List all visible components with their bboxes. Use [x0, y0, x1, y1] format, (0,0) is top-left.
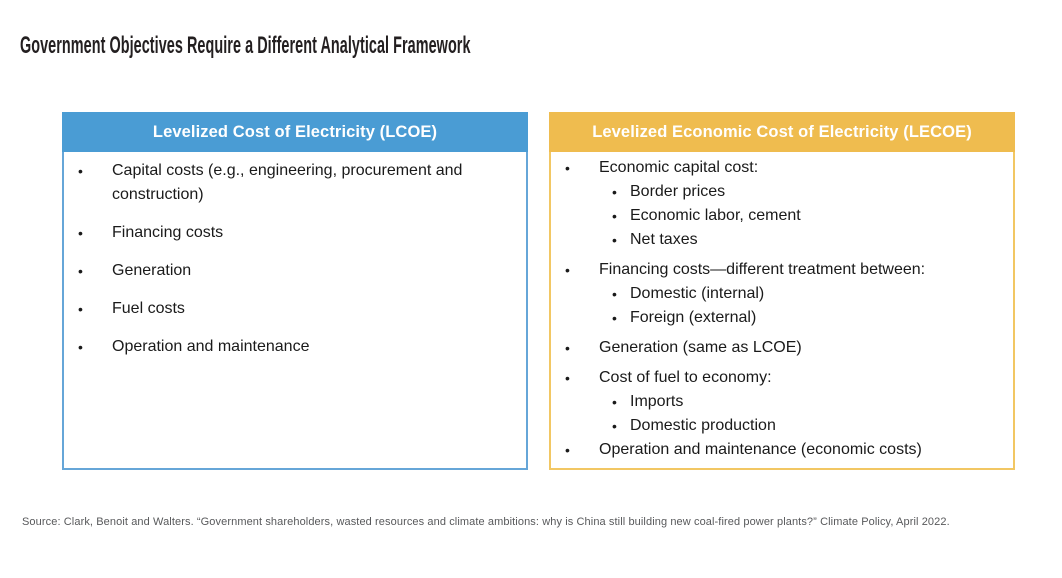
bullet-icon: • [78, 163, 83, 179]
bullet-icon: • [565, 340, 570, 356]
bullet-icon: • [78, 339, 83, 355]
bullet-icon: • [612, 310, 617, 326]
bullet-icon: • [565, 370, 570, 386]
lecoe-panel-header: Levelized Economic Cost of Electricity (LECOE) [549, 112, 1015, 152]
list-group [565, 438, 1003, 462]
list-item [565, 156, 1003, 180]
bullet-icon: • [565, 262, 570, 278]
lcoe-bullet-list [64, 152, 526, 359]
bullet-icon: • [612, 418, 617, 434]
list-item-text: Generation (same as LCOE) [599, 339, 802, 356]
list-item-text: Operation and maintenance (economic costs) [599, 441, 922, 458]
lecoe-bullet-list [551, 152, 1013, 462]
page-title: Government Objectives Require a Different Analytical Framework [20, 32, 471, 59]
sub-list-item [565, 306, 1003, 330]
comparison-panels [62, 112, 1015, 470]
bullet-icon: • [612, 394, 617, 410]
list-item-text: Operation and maintenance [112, 338, 310, 355]
list-item [565, 366, 1003, 390]
sub-list-item [565, 204, 1003, 228]
list-item-text: Net taxes [630, 231, 698, 248]
list-item-text: Foreign (external) [630, 309, 757, 326]
bullet-icon: • [612, 208, 617, 224]
list-item-text: Financing costs [112, 224, 224, 241]
list-item-text: Capital costs (e.g., engineering, procurement and construction) [112, 162, 463, 203]
list-item [78, 335, 516, 359]
list-item-text: Economic labor, cement [630, 207, 801, 224]
list-item-text: Domestic (internal) [630, 285, 765, 302]
list-item [78, 297, 516, 321]
sub-list-item [565, 228, 1003, 252]
list-item-text: Generation [112, 262, 192, 279]
bullet-icon: • [565, 442, 570, 458]
list-item-text: Domestic production [630, 417, 776, 434]
sub-list-item [565, 414, 1003, 438]
list-item-text: Economic capital cost: [599, 159, 759, 176]
bullet-icon: • [612, 286, 617, 302]
sub-list-item [565, 180, 1003, 204]
list-item [78, 259, 516, 283]
bullet-icon: • [612, 184, 617, 200]
list-group [565, 156, 1003, 252]
list-group [565, 336, 1003, 360]
lecoe-panel [549, 112, 1015, 470]
list-item [565, 438, 1003, 462]
bullet-icon: • [78, 263, 83, 279]
list-group [565, 366, 1003, 438]
bullet-icon: • [612, 232, 617, 248]
bullet-icon: • [78, 225, 83, 241]
list-item-text: Fuel costs [112, 300, 185, 317]
sub-list-item [565, 282, 1003, 306]
list-group [565, 258, 1003, 330]
source-note: Source: Clark, Benoit and Walters. “Government shareholders, wasted resources and climate ambitions: why is China still building new coal-fired power plants?” Climate Policy, April 2022. [22, 516, 950, 528]
list-item [565, 336, 1003, 360]
sub-list-item [565, 390, 1003, 414]
list-item-text: Cost of fuel to economy: [599, 369, 772, 386]
list-item [78, 159, 516, 207]
list-item [565, 258, 1003, 282]
lcoe-panel-header: Levelized Cost of Electricity (LCOE) [62, 112, 528, 152]
list-item-text: Financing costs—different treatment between: [599, 261, 926, 278]
bullet-icon: • [565, 160, 570, 176]
bullet-icon: • [78, 301, 83, 317]
list-item-text: Imports [630, 393, 684, 410]
list-item-text: Border prices [630, 183, 726, 200]
lcoe-panel [62, 112, 528, 470]
list-item [78, 221, 516, 245]
